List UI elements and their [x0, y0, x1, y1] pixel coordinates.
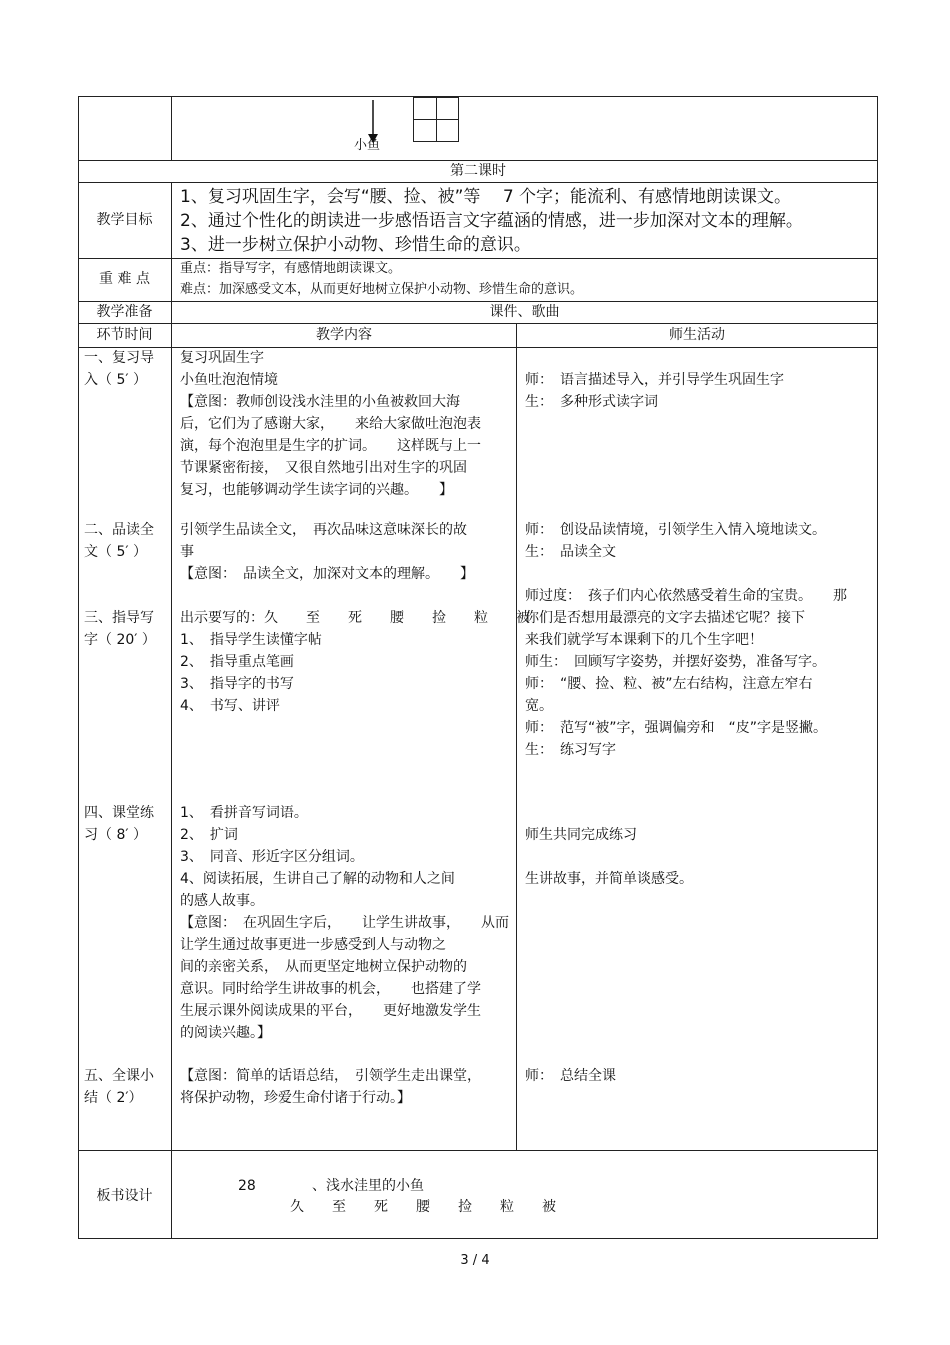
stage-text: 文（ 5′ ） — [84, 544, 147, 560]
content-line: 4、 书写、讲评 — [180, 698, 280, 714]
board-number: 28 — [238, 1178, 256, 1194]
stage-text: 一、复习导 — [84, 350, 154, 366]
col-line — [171, 96, 172, 161]
activity-line: 生讲故事，并简单谈感受。 — [525, 871, 693, 887]
board-title: 、浅水洼里的小鱼 — [312, 1178, 424, 1194]
lesson-title: 第二课时 — [450, 163, 506, 179]
page-number: 3 / 4 — [460, 1253, 490, 1268]
activity-line: 宽。 — [525, 698, 553, 714]
stage-3 — [84, 607, 156, 651]
stage-text: 五、全课小 — [84, 1068, 154, 1084]
content-1 — [180, 347, 481, 501]
stage-text: 四、课堂练 — [84, 805, 154, 821]
content-line: 间的亲密关系， 从而更坚定地树立保护动物的 — [180, 959, 467, 975]
activity-1 — [525, 347, 784, 413]
table-border-right — [877, 96, 878, 1239]
activity-line — [525, 802, 693, 824]
activity-line — [525, 347, 784, 369]
stage-text: 字（ 20′ ） — [84, 632, 156, 648]
content-5 — [180, 1065, 481, 1109]
activity-3-pre: 师过度： 孩子们内心依然感受着生命的宝贵。 那 — [525, 588, 847, 604]
content-line: 3、 指导字的书写 — [180, 676, 294, 692]
content-2 — [180, 519, 474, 585]
content-line: 意识。同时给学生讲故事的机会， 也搭建了学 — [180, 981, 481, 997]
content-line: 1、 指导学生读懂字帖 — [180, 632, 322, 648]
activity-line: 你们是否想用最漂亮的文字去描述它呢？接下 — [525, 610, 805, 626]
content-line: 【意图： 在巩固生字后， 让学生讲故事， 从而 — [180, 915, 509, 931]
content-line: 【意图：简单的话语总结， 引领学生走出课堂， — [180, 1068, 481, 1084]
goals-label: 教学目标 — [96, 212, 153, 228]
activity-2 — [525, 519, 826, 563]
content-line: 后，它们为了感谢大家， 来给大家做吐泡泡表 — [180, 416, 481, 432]
content-line: 2、 指导重点笔画 — [180, 654, 294, 670]
row-line — [78, 182, 878, 183]
stage-4 — [84, 802, 154, 846]
activity-line: 来我们就学写本课剩下的几个生字吧！ — [525, 632, 763, 648]
row-line — [78, 1150, 878, 1151]
table-border-top — [78, 96, 878, 97]
stage-5 — [84, 1065, 154, 1109]
fish-caption: 小鱼 — [354, 138, 381, 153]
prep-value: 课件、歌曲 — [489, 304, 560, 320]
goal-item: 1、复习巩固生字，会写“腰、捡、被”等 7 个字；能流利、有感情地朗读课文。 — [180, 187, 792, 207]
content-line: 的阅读兴趣。】 — [180, 1025, 271, 1041]
stage-text: 结（ 2′） — [84, 1090, 143, 1106]
content-line: 让学生通过故事更进一步感受到人与动物之 — [180, 937, 446, 953]
content-line: 【意图： 品读全文，加深对文本的理解。 】 — [180, 566, 474, 582]
board-characters: 久 至 死 腰 捡 粒 被 — [290, 1199, 556, 1215]
activity-line: 师： 语言描述导入，并引导学生巩固生字 — [525, 372, 784, 388]
col-line — [171, 323, 172, 1239]
prep-label: 教学准备 — [96, 304, 153, 320]
table-border-bottom — [78, 1238, 878, 1239]
content-line: 出示要写的：久 至 死 腰 捡 粒 被 — [180, 610, 530, 626]
activity-line: 师： “腰、捡、粒、被”左右结构，注意左窄右 — [525, 676, 813, 692]
content-line: 小鱼吐泡泡情境 — [180, 372, 278, 388]
activity-line: 师生： 回顾写字姿势，并摆好姿势，准备写字。 — [525, 654, 826, 670]
activity-line: 师： 范写“被”字，强调偏旁和 “皮”字是竖撇。 — [525, 720, 828, 736]
stage-1 — [84, 347, 154, 391]
stage-text: 三、指导写 — [84, 610, 154, 626]
goal-item: 3、进一步树立保护小动物、珍惜生命的意识。 — [180, 235, 531, 255]
col-line — [516, 323, 517, 1151]
content-line: 【意图：教师创设浅水洼里的小鱼被救回大海 — [180, 394, 460, 410]
content-line: 复习，也能够调动学生读字词的兴趣。 】 — [180, 482, 453, 498]
board-label: 板书设计 — [96, 1188, 153, 1204]
content-line: 事 — [180, 544, 194, 560]
content-line: 3、 同音、形近字区分组词。 — [180, 849, 364, 865]
activity-line: 师： 创设品读情境，引领学生入情入境地读文。 — [525, 522, 826, 538]
content-3 — [180, 607, 530, 717]
character-grid — [413, 97, 459, 142]
content-line: 的感人故事。 — [180, 893, 264, 909]
activity-line: 师： 总结全课 — [525, 1068, 616, 1084]
activity-line: 生： 多种形式读字词 — [525, 394, 658, 410]
activity-5 — [525, 1065, 616, 1087]
activity-line — [525, 846, 693, 868]
activity-3 — [525, 607, 827, 761]
header-stage: 环节时间 — [96, 327, 153, 343]
content-line: 复习巩固生字 — [180, 350, 264, 366]
stage-2 — [84, 519, 154, 563]
header-activity: 师生活动 — [669, 327, 725, 343]
content-4 — [180, 802, 509, 1044]
stage-text: 二、品读全 — [84, 522, 154, 538]
content-line: 4、阅读拓展，生讲自己了解的动物和人之间 — [180, 871, 455, 887]
content-line: 演，每个泡泡里是生字的扩词。 这样既与上一 — [180, 438, 481, 454]
activity-4 — [525, 802, 693, 890]
header-content: 教学内容 — [316, 327, 372, 343]
content-line: 节课紧密衔接， 又很自然地引出对生字的巩固 — [180, 460, 467, 476]
key-points-label: 重 难 点 — [99, 271, 150, 287]
content-line: 1、 看拼音写词语。 — [180, 805, 308, 821]
stage-text: 入（ 5′ ） — [84, 372, 147, 388]
content-line: 2、 扩词 — [180, 827, 238, 843]
activity-line: 生： 练习写字 — [525, 742, 616, 758]
content-line: 将保护动物，珍爱生命付诸于行动。】 — [180, 1090, 411, 1106]
goal-item: 2、通过个性化的朗读进一步感悟语言文字蕴涵的情感，进一步加深对文本的理解。 — [180, 211, 803, 231]
key-point-item: 重点：指导写字，有感情地朗读课文。 — [180, 261, 402, 276]
stage-text: 习（ 8′ ） — [84, 827, 147, 843]
key-point-item: 难点：加深感受文本，从而更好地树立保护小动物、珍惜生命的意识。 — [180, 282, 584, 297]
activity-line: 生： 品读全文 — [525, 544, 616, 560]
content-line: 引领学生品读全文， 再次品味这意味深长的故 — [180, 522, 467, 538]
activity-line: 师生共同完成练习 — [525, 827, 637, 843]
content-line: 生展示课外阅读成果的平台， 更好地激发学生 — [180, 1003, 481, 1019]
